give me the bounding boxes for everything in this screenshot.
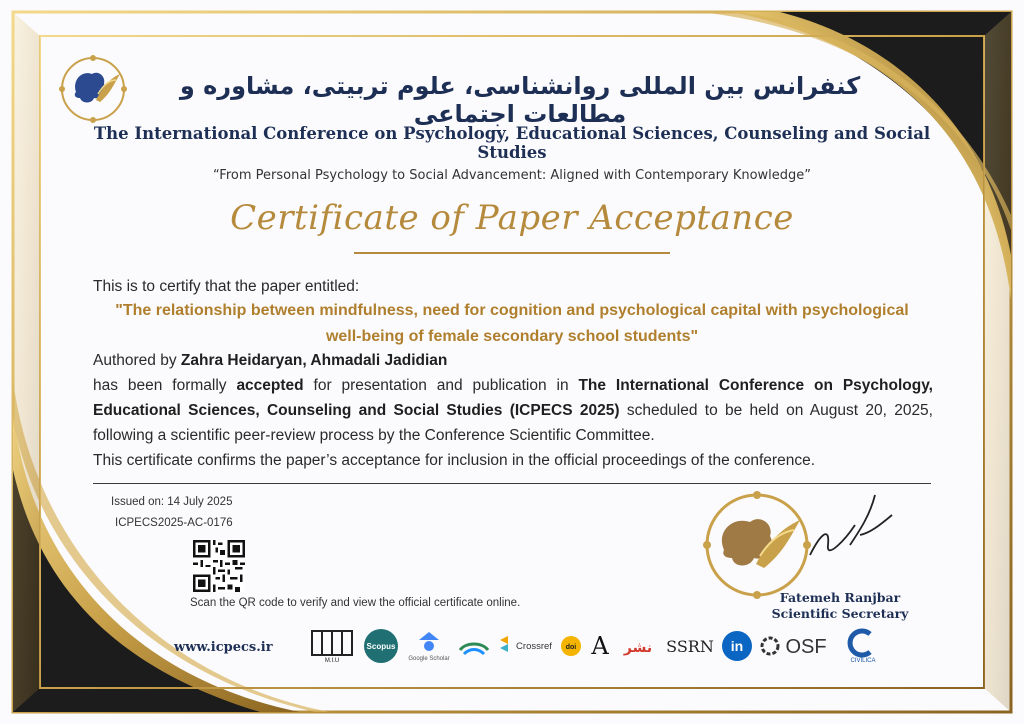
magiran-logo-icon [618, 628, 658, 664]
paper-title: "The relationship between mindfulness, need for cognition and psychological capital with psychological well-being of female secondary school students" [115, 302, 909, 345]
osf-label: OSF [785, 636, 827, 658]
svg-text:نشر: نشر [623, 640, 653, 656]
conference-motto: “From Personal Psychology to Social Advancement: Aligned with Contemporary Knowledge” [212, 168, 812, 183]
doi-logo-icon [560, 628, 582, 664]
signature-icon [800, 485, 900, 565]
noormags-logo-icon [456, 628, 492, 664]
miu-label: M.I.U [324, 658, 340, 664]
google-scholar-logo-icon [404, 628, 454, 664]
acceptance-paragraph [93, 373, 933, 448]
crossref-label: Crossref [516, 641, 552, 652]
ssrn-label: SSRN [666, 637, 714, 656]
confirmation-line: This certificate confirms the paper’s acceptance for inclusion in the official proceedings of the conference. [93, 452, 816, 469]
heading-underline [354, 252, 670, 254]
certificate-id: ICPECS2025-AC-0176 [115, 517, 233, 529]
author-names: Zahra Heidaryan, Ahmadali Jadidian [180, 352, 448, 369]
accept-text-1: has been formally [93, 377, 237, 394]
scan-instruction: Scan the QR code to verify and view the official certificate online. [190, 597, 521, 609]
signer-block [770, 590, 910, 622]
signer-title: Scientific Secretary [771, 606, 909, 621]
accept-text-3: scheduled to be held on August 20, 2025, following a scientific peer-review process by the Conference Scientific Committee. [93, 402, 933, 444]
conference-logo-icon [58, 54, 128, 124]
conference-seal-icon [702, 490, 812, 600]
qr-code-icon[interactable] [193, 540, 245, 592]
google-scholar-label: Google Scholar [408, 656, 450, 662]
website-link[interactable]: www.icpecs.ir [174, 640, 273, 655]
civilica-logo-icon [842, 628, 884, 664]
academia-logo-icon [588, 628, 612, 664]
section-divider [93, 483, 931, 484]
miu-logo-icon [310, 628, 354, 664]
certify-line: This is to certify that the paper entitled: [93, 278, 360, 295]
doi-label: doi [565, 644, 577, 651]
conference-title-persian: کنفرانس بین المللی روانشناسی، علوم تربیتی، مشاوره و مطالعات اجتماعی [179, 72, 861, 128]
osf-logo-icon [758, 628, 834, 664]
conference-name: The International Conference on Psychology, Educational Sciences, Counseling and Social Studies (ICPECS 2025) [93, 377, 933, 419]
certificate-heading: Certificate of Paper Acceptance [230, 198, 794, 238]
accept-text-2: for presentation and publication in [303, 377, 579, 394]
issue-date: Issued on: 14 July 2025 [111, 496, 233, 508]
signer-name: Fatemeh Ranjbar [779, 590, 901, 605]
civilica-label: CIVILICA [850, 658, 876, 664]
ssrn-logo-icon [666, 628, 714, 664]
scopus-label: Scopus [366, 642, 396, 651]
scopus-logo-icon [362, 628, 400, 664]
authored-prefix: Authored by [93, 352, 181, 369]
conference-title-english: The International Conference on Psychology, Educational Sciences, Counseling and Social Studies [93, 124, 931, 162]
accepted-word: accepted [236, 377, 304, 394]
authors-line [93, 348, 933, 373]
academia-label: A [591, 632, 609, 660]
linkedin-label: in [730, 638, 744, 654]
linkedin-logo-icon [720, 628, 754, 664]
crossref-logo-icon [498, 628, 560, 664]
